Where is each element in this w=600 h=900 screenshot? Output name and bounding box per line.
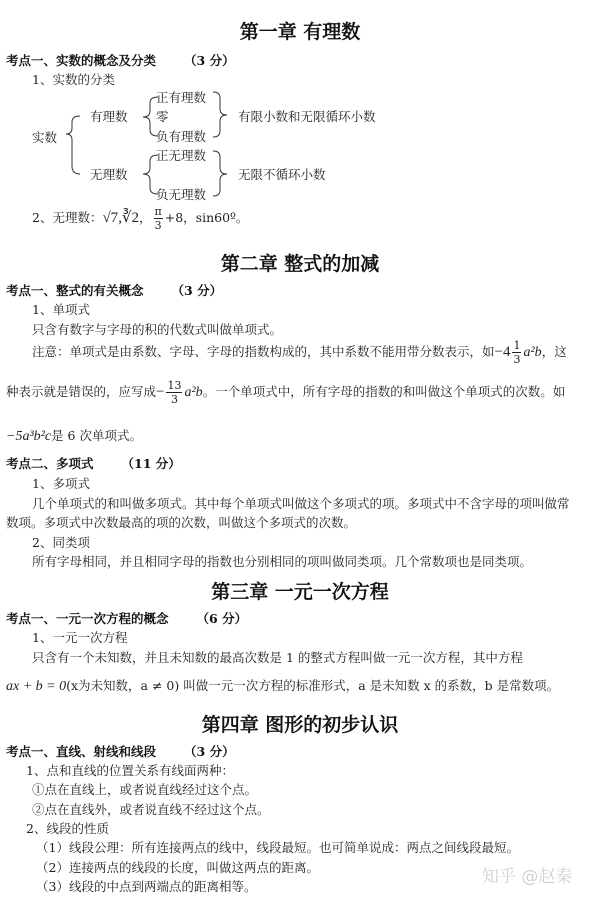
- diagram-root: 实数: [32, 130, 58, 145]
- chapter-1-title: 第一章 有理数: [239, 21, 361, 43]
- chapter-2-note-line-1: 注意：单项式是由系数、字母、字母的指数构成的，其中系数不能用带分数表示，如−4 $\frac{1}{3}$ a²b，这: [32, 339, 567, 366]
- chapter-3-def-1: 只含有一个未知数，并且未知数的最高次数是 1 的整式方程叫做一元一次方程，其中方程: [32, 650, 523, 665]
- pi-over-3: $\frac{\pi}{3}$: [154, 205, 162, 232]
- chapter-4-item-2-2: （2）连接两点的线段的长度，叫做这两点的距离。: [36, 860, 319, 875]
- chapter-2-item-1: 1、单项式: [32, 302, 90, 317]
- chapter-2-def-2-line-2: 数项。多项式中次数最高的项的次数，叫做这个多项式的次数。: [6, 515, 357, 530]
- cbrt-2: ∛2: [121, 210, 139, 226]
- chapter-3-item-1: 1、一元一次方程: [32, 630, 128, 645]
- diagram-negative-rational: 负有理数: [156, 129, 207, 144]
- chapter-2-note-line-2: 种表示就是错误的，应写成− $\frac{13}{3}$ a²b。一个单项式中，所有字母的指数的和叫做这个单项式的次数。如: [6, 379, 566, 406]
- diagram-negative-irrational: 负无理数: [156, 187, 207, 202]
- chapter-2-item-3: 2、同类项: [32, 535, 90, 550]
- chapter-2-kaodian-2: 考点二、多项式 （11 分）: [6, 456, 181, 471]
- chapter-4-item-2: 2、线段的性质: [26, 821, 109, 836]
- kaodian-label: 考点一、实数的概念及分类: [6, 53, 157, 68]
- chapter-4-item-2-3: （3）线段的中点到两端点的距离相等。: [36, 879, 257, 894]
- chapter-4-item-1: 1、点和直线的位置关系有线面两种：: [26, 763, 234, 778]
- chapter-3-title: 第三章 一元一次方程: [211, 581, 389, 603]
- chapter-4-kaodian-1: 考点一、直线、射线和线段 （3 分）: [6, 744, 235, 759]
- chapter-3-standard-form: ax + b = 0(x为未知数，a ≠ 0) 叫做一元一次方程的标准形式，a 是未知数 x 的系数，b 是常数项。: [6, 678, 560, 694]
- chapter-2-def-1: 只含有数字与字母的积的代数式叫做单项式。: [32, 322, 283, 337]
- sqrt-7: √7: [102, 210, 119, 226]
- chapter-2-def-2-line-1: 几个单项式的和叫做多项式。其中每个单项式叫做这个多项式的项。多项式中不含字母的项叫做常: [32, 496, 570, 511]
- chapter-2-item-2: 1、多项式: [32, 476, 90, 491]
- diagram-rational-note: 有限小数和无限循环小数: [238, 109, 376, 124]
- chapter-2-note-line-3: −5a³b²c是 6 次单项式。: [6, 428, 142, 444]
- chapter-4-item-2-1: （1）线段公理：所有连接两点的线中，线段最短。也可简单说成：两点之间线段最短。: [36, 840, 519, 855]
- chapter-1-item-1: 1、实数的分类: [32, 72, 115, 87]
- chapter-4-title: 第四章 图形的初步认识: [201, 714, 399, 736]
- chapter-3-kaodian-1: 考点一、一元一次方程的概念 （6 分）: [6, 611, 248, 626]
- diagram-irrational-note: 无限不循环小数: [238, 167, 326, 182]
- chapter-1-item-2: 2、无理数：√7,∛2， $\frac{\pi}{3}$ +8，sin60º。: [32, 205, 249, 232]
- diagram-rational: 有理数: [90, 109, 128, 124]
- chapter-2-def-3: 所有字母相同，并且相同字母的指数也分别相同的项叫做同类项。几个常数项也是同类项。: [32, 554, 533, 569]
- diagram-irrational: 无理数: [90, 167, 128, 182]
- chapter-2-title: 第二章 整式的加减: [220, 253, 380, 275]
- chapter-4-item-1b: ②点在直线外，或者说直线不经过这个点。: [32, 802, 270, 817]
- kaodian-score: （3 分）: [184, 53, 235, 68]
- diagram-positive-rational: 正有理数: [156, 90, 207, 105]
- chapter-2-kaodian-1: 考点一、整式的有关概念 （3 分）: [6, 283, 223, 298]
- diagram-positive-irrational: 正无理数: [156, 148, 207, 163]
- chapter-4-item-1a: ①点在直线上，或者说直线经过这个点。: [32, 782, 258, 797]
- diagram-zero: 零: [156, 109, 169, 124]
- zhihu-watermark: 知乎 @赵秦: [482, 867, 573, 887]
